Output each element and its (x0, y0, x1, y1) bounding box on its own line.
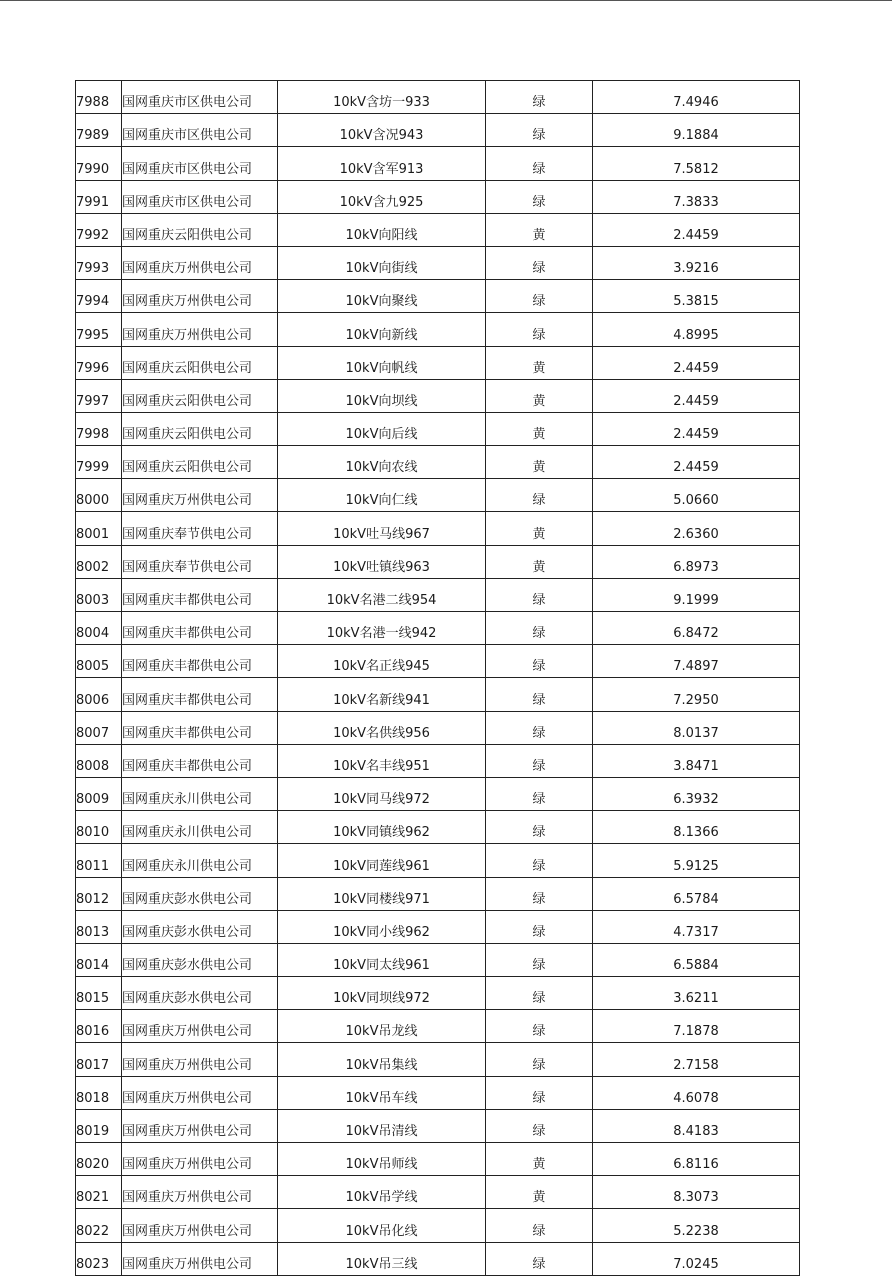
row-id-cell: 8007 (76, 711, 122, 744)
status-cell: 黄 (486, 379, 593, 412)
row-id-cell: 8017 (76, 1043, 122, 1076)
company-cell: 国网重庆万州供电公司 (122, 1143, 278, 1176)
company-cell: 国网重庆云阳供电公司 (122, 446, 278, 479)
status-cell: 绿 (486, 744, 593, 777)
table-row (76, 147, 800, 180)
company-cell: 国网重庆云阳供电公司 (122, 379, 278, 412)
row-id-cell: 8010 (76, 811, 122, 844)
row-id-cell: 8021 (76, 1176, 122, 1209)
status-cell: 黄 (486, 346, 593, 379)
status-cell: 绿 (486, 1043, 593, 1076)
line-name-cell: 10kV向聚线 (278, 280, 486, 313)
value-cell: 2.4459 (593, 379, 800, 412)
table-row (76, 81, 800, 114)
row-id-cell: 7990 (76, 147, 122, 180)
value-cell: 4.8995 (593, 313, 800, 346)
table-row (76, 910, 800, 943)
value-cell: 2.6360 (593, 512, 800, 545)
company-cell: 国网重庆云阳供电公司 (122, 412, 278, 445)
line-name-cell: 10kV向街线 (278, 246, 486, 279)
value-cell: 7.5812 (593, 147, 800, 180)
value-cell: 3.8471 (593, 744, 800, 777)
row-id-cell: 8002 (76, 545, 122, 578)
value-cell: 6.3932 (593, 777, 800, 810)
company-cell: 国网重庆永川供电公司 (122, 777, 278, 810)
status-cell: 绿 (486, 977, 593, 1010)
row-id-cell: 8015 (76, 977, 122, 1010)
table-row (76, 379, 800, 412)
status-cell: 绿 (486, 645, 593, 678)
table-row (76, 1109, 800, 1142)
table-row (76, 811, 800, 844)
value-cell: 2.4459 (593, 346, 800, 379)
value-cell: 6.8973 (593, 545, 800, 578)
row-id-cell: 8001 (76, 512, 122, 545)
table-body (76, 81, 800, 1276)
row-id-cell: 7997 (76, 379, 122, 412)
line-name-cell: 10kV吊车线 (278, 1076, 486, 1109)
line-name-cell: 10kV吊集线 (278, 1043, 486, 1076)
table-row (76, 1242, 800, 1275)
line-name-cell: 10kV吊龙线 (278, 1010, 486, 1043)
line-name-cell: 10kV名港一线942 (278, 612, 486, 645)
value-cell: 2.4459 (593, 412, 800, 445)
company-cell: 国网重庆万州供电公司 (122, 1109, 278, 1142)
status-cell: 绿 (486, 114, 593, 147)
value-cell: 5.3815 (593, 280, 800, 313)
value-cell: 7.3833 (593, 180, 800, 213)
line-name-cell: 10kV名丰线951 (278, 744, 486, 777)
row-id-cell: 7999 (76, 446, 122, 479)
status-cell: 黄 (486, 545, 593, 578)
line-name-cell: 10kV含坊一933 (278, 81, 486, 114)
table-row (76, 246, 800, 279)
table-row (76, 446, 800, 479)
table-row (76, 977, 800, 1010)
company-cell: 国网重庆万州供电公司 (122, 1076, 278, 1109)
row-id-cell: 7988 (76, 81, 122, 114)
row-id-cell: 7992 (76, 213, 122, 246)
row-id-cell: 7996 (76, 346, 122, 379)
company-cell: 国网重庆万州供电公司 (122, 280, 278, 313)
row-id-cell: 8004 (76, 612, 122, 645)
line-name-cell: 10kV吐镇线963 (278, 545, 486, 578)
line-name-cell: 10kV同马线972 (278, 777, 486, 810)
company-cell: 国网重庆丰都供电公司 (122, 711, 278, 744)
table-row (76, 877, 800, 910)
company-cell: 国网重庆丰都供电公司 (122, 612, 278, 645)
line-name-cell: 10kV向农线 (278, 446, 486, 479)
line-name-cell: 10kV含军913 (278, 147, 486, 180)
table-row (76, 1010, 800, 1043)
row-id-cell: 7993 (76, 246, 122, 279)
status-cell: 绿 (486, 147, 593, 180)
company-cell: 国网重庆彭水供电公司 (122, 943, 278, 976)
status-cell: 绿 (486, 1010, 593, 1043)
status-cell: 绿 (486, 943, 593, 976)
status-cell: 绿 (486, 246, 593, 279)
value-cell: 6.8472 (593, 612, 800, 645)
company-cell: 国网重庆丰都供电公司 (122, 678, 278, 711)
row-id-cell: 8005 (76, 645, 122, 678)
table-row (76, 412, 800, 445)
status-cell: 绿 (486, 811, 593, 844)
status-cell: 绿 (486, 180, 593, 213)
table-row (76, 313, 800, 346)
value-cell: 7.4946 (593, 81, 800, 114)
company-cell: 国网重庆丰都供电公司 (122, 645, 278, 678)
company-cell: 国网重庆万州供电公司 (122, 1043, 278, 1076)
company-cell: 国网重庆万州供电公司 (122, 479, 278, 512)
line-name-cell: 10kV向仁线 (278, 479, 486, 512)
status-cell: 黄 (486, 512, 593, 545)
status-cell: 绿 (486, 313, 593, 346)
value-cell: 8.0137 (593, 711, 800, 744)
status-cell: 绿 (486, 578, 593, 611)
value-cell: 4.7317 (593, 910, 800, 943)
company-cell: 国网重庆万州供电公司 (122, 313, 278, 346)
table-row (76, 777, 800, 810)
row-id-cell: 8020 (76, 1143, 122, 1176)
status-cell: 黄 (486, 446, 593, 479)
status-cell: 绿 (486, 1076, 593, 1109)
row-id-cell: 8022 (76, 1209, 122, 1242)
status-cell: 绿 (486, 280, 593, 313)
line-name-cell: 10kV吐马线967 (278, 512, 486, 545)
table-row (76, 943, 800, 976)
line-name-cell: 10kV名新线941 (278, 678, 486, 711)
line-name-cell: 10kV向新线 (278, 313, 486, 346)
row-id-cell: 7995 (76, 313, 122, 346)
table-row (76, 479, 800, 512)
status-cell: 绿 (486, 877, 593, 910)
row-id-cell: 8008 (76, 744, 122, 777)
value-cell: 5.9125 (593, 844, 800, 877)
value-cell: 7.0245 (593, 1242, 800, 1275)
row-id-cell: 7998 (76, 412, 122, 445)
table-row (76, 512, 800, 545)
company-cell: 国网重庆奉节供电公司 (122, 545, 278, 578)
line-name-cell: 10kV向帆线 (278, 346, 486, 379)
status-cell: 绿 (486, 81, 593, 114)
company-cell: 国网重庆万州供电公司 (122, 1209, 278, 1242)
company-cell: 国网重庆云阳供电公司 (122, 346, 278, 379)
value-cell: 5.2238 (593, 1209, 800, 1242)
status-cell: 黄 (486, 1143, 593, 1176)
value-cell: 7.2950 (593, 678, 800, 711)
line-name-cell: 10kV向阳线 (278, 213, 486, 246)
value-cell: 6.8116 (593, 1143, 800, 1176)
status-cell: 绿 (486, 1209, 593, 1242)
row-id-cell: 8023 (76, 1242, 122, 1275)
table-row (76, 612, 800, 645)
line-name-cell: 10kV同镇线962 (278, 811, 486, 844)
value-cell: 8.1366 (593, 811, 800, 844)
feeder-table (75, 80, 800, 1276)
status-cell: 绿 (486, 612, 593, 645)
table-row (76, 744, 800, 777)
table-row (76, 1076, 800, 1109)
line-name-cell: 10kV吊师线 (278, 1143, 486, 1176)
value-cell: 2.7158 (593, 1043, 800, 1076)
company-cell: 国网重庆市区供电公司 (122, 147, 278, 180)
row-id-cell: 8019 (76, 1109, 122, 1142)
company-cell: 国网重庆永川供电公司 (122, 811, 278, 844)
row-id-cell: 7989 (76, 114, 122, 147)
company-cell: 国网重庆彭水供电公司 (122, 977, 278, 1010)
row-id-cell: 8011 (76, 844, 122, 877)
line-name-cell: 10kV同坝线972 (278, 977, 486, 1010)
row-id-cell: 8000 (76, 479, 122, 512)
company-cell: 国网重庆彭水供电公司 (122, 877, 278, 910)
value-cell: 7.1878 (593, 1010, 800, 1043)
row-id-cell: 8009 (76, 777, 122, 810)
company-cell: 国网重庆永川供电公司 (122, 844, 278, 877)
line-name-cell: 10kV同小线962 (278, 910, 486, 943)
row-id-cell: 8003 (76, 578, 122, 611)
line-name-cell: 10kV向后线 (278, 412, 486, 445)
value-cell: 2.4459 (593, 213, 800, 246)
row-id-cell: 7991 (76, 180, 122, 213)
status-cell: 绿 (486, 678, 593, 711)
company-cell: 国网重庆丰都供电公司 (122, 744, 278, 777)
company-cell: 国网重庆万州供电公司 (122, 246, 278, 279)
line-name-cell: 10kV吊三线 (278, 1242, 486, 1275)
row-id-cell: 8013 (76, 910, 122, 943)
company-cell: 国网重庆彭水供电公司 (122, 910, 278, 943)
table-row (76, 545, 800, 578)
status-cell: 黄 (486, 1176, 593, 1209)
row-id-cell: 8014 (76, 943, 122, 976)
table-row (76, 1043, 800, 1076)
line-name-cell: 10kV名供线956 (278, 711, 486, 744)
company-cell: 国网重庆万州供电公司 (122, 1010, 278, 1043)
line-name-cell: 10kV含况943 (278, 114, 486, 147)
status-cell: 黄 (486, 213, 593, 246)
value-cell: 9.1884 (593, 114, 800, 147)
table-row (76, 578, 800, 611)
status-cell: 绿 (486, 1109, 593, 1142)
value-cell: 4.6078 (593, 1076, 800, 1109)
line-name-cell: 10kV含九925 (278, 180, 486, 213)
value-cell: 6.5884 (593, 943, 800, 976)
page-top-border (0, 0, 892, 1)
table-row (76, 280, 800, 313)
company-cell: 国网重庆万州供电公司 (122, 1242, 278, 1275)
line-name-cell: 10kV向坝线 (278, 379, 486, 412)
value-cell: 3.9216 (593, 246, 800, 279)
company-cell: 国网重庆丰都供电公司 (122, 578, 278, 611)
company-cell: 国网重庆奉节供电公司 (122, 512, 278, 545)
table-row (76, 213, 800, 246)
value-cell: 6.5784 (593, 877, 800, 910)
row-id-cell: 8016 (76, 1010, 122, 1043)
value-cell: 2.4459 (593, 446, 800, 479)
company-cell: 国网重庆万州供电公司 (122, 1176, 278, 1209)
row-id-cell: 8012 (76, 877, 122, 910)
status-cell: 绿 (486, 711, 593, 744)
status-cell: 绿 (486, 844, 593, 877)
line-name-cell: 10kV吊学线 (278, 1176, 486, 1209)
line-name-cell: 10kV名正线945 (278, 645, 486, 678)
value-cell: 7.4897 (593, 645, 800, 678)
value-cell: 3.6211 (593, 977, 800, 1010)
table-row (76, 678, 800, 711)
value-cell: 5.0660 (593, 479, 800, 512)
status-cell: 绿 (486, 777, 593, 810)
table-row (76, 1209, 800, 1242)
table-row (76, 645, 800, 678)
status-cell: 绿 (486, 479, 593, 512)
value-cell: 8.4183 (593, 1109, 800, 1142)
table-row (76, 1143, 800, 1176)
company-cell: 国网重庆市区供电公司 (122, 81, 278, 114)
company-cell: 国网重庆市区供电公司 (122, 180, 278, 213)
value-cell: 9.1999 (593, 578, 800, 611)
table-row (76, 711, 800, 744)
line-name-cell: 10kV吊清线 (278, 1109, 486, 1142)
row-id-cell: 8006 (76, 678, 122, 711)
table-row (76, 844, 800, 877)
line-name-cell: 10kV同太线961 (278, 943, 486, 976)
line-name-cell: 10kV同楼线971 (278, 877, 486, 910)
table-row (76, 180, 800, 213)
row-id-cell: 7994 (76, 280, 122, 313)
row-id-cell: 8018 (76, 1076, 122, 1109)
line-name-cell: 10kV同莲线961 (278, 844, 486, 877)
table-row (76, 1176, 800, 1209)
value-cell: 8.3073 (593, 1176, 800, 1209)
line-name-cell: 10kV吊化线 (278, 1209, 486, 1242)
status-cell: 黄 (486, 412, 593, 445)
line-name-cell: 10kV名港二线954 (278, 578, 486, 611)
company-cell: 国网重庆云阳供电公司 (122, 213, 278, 246)
table-row (76, 346, 800, 379)
company-cell: 国网重庆市区供电公司 (122, 114, 278, 147)
table-row (76, 114, 800, 147)
status-cell: 绿 (486, 1242, 593, 1275)
status-cell: 绿 (486, 910, 593, 943)
